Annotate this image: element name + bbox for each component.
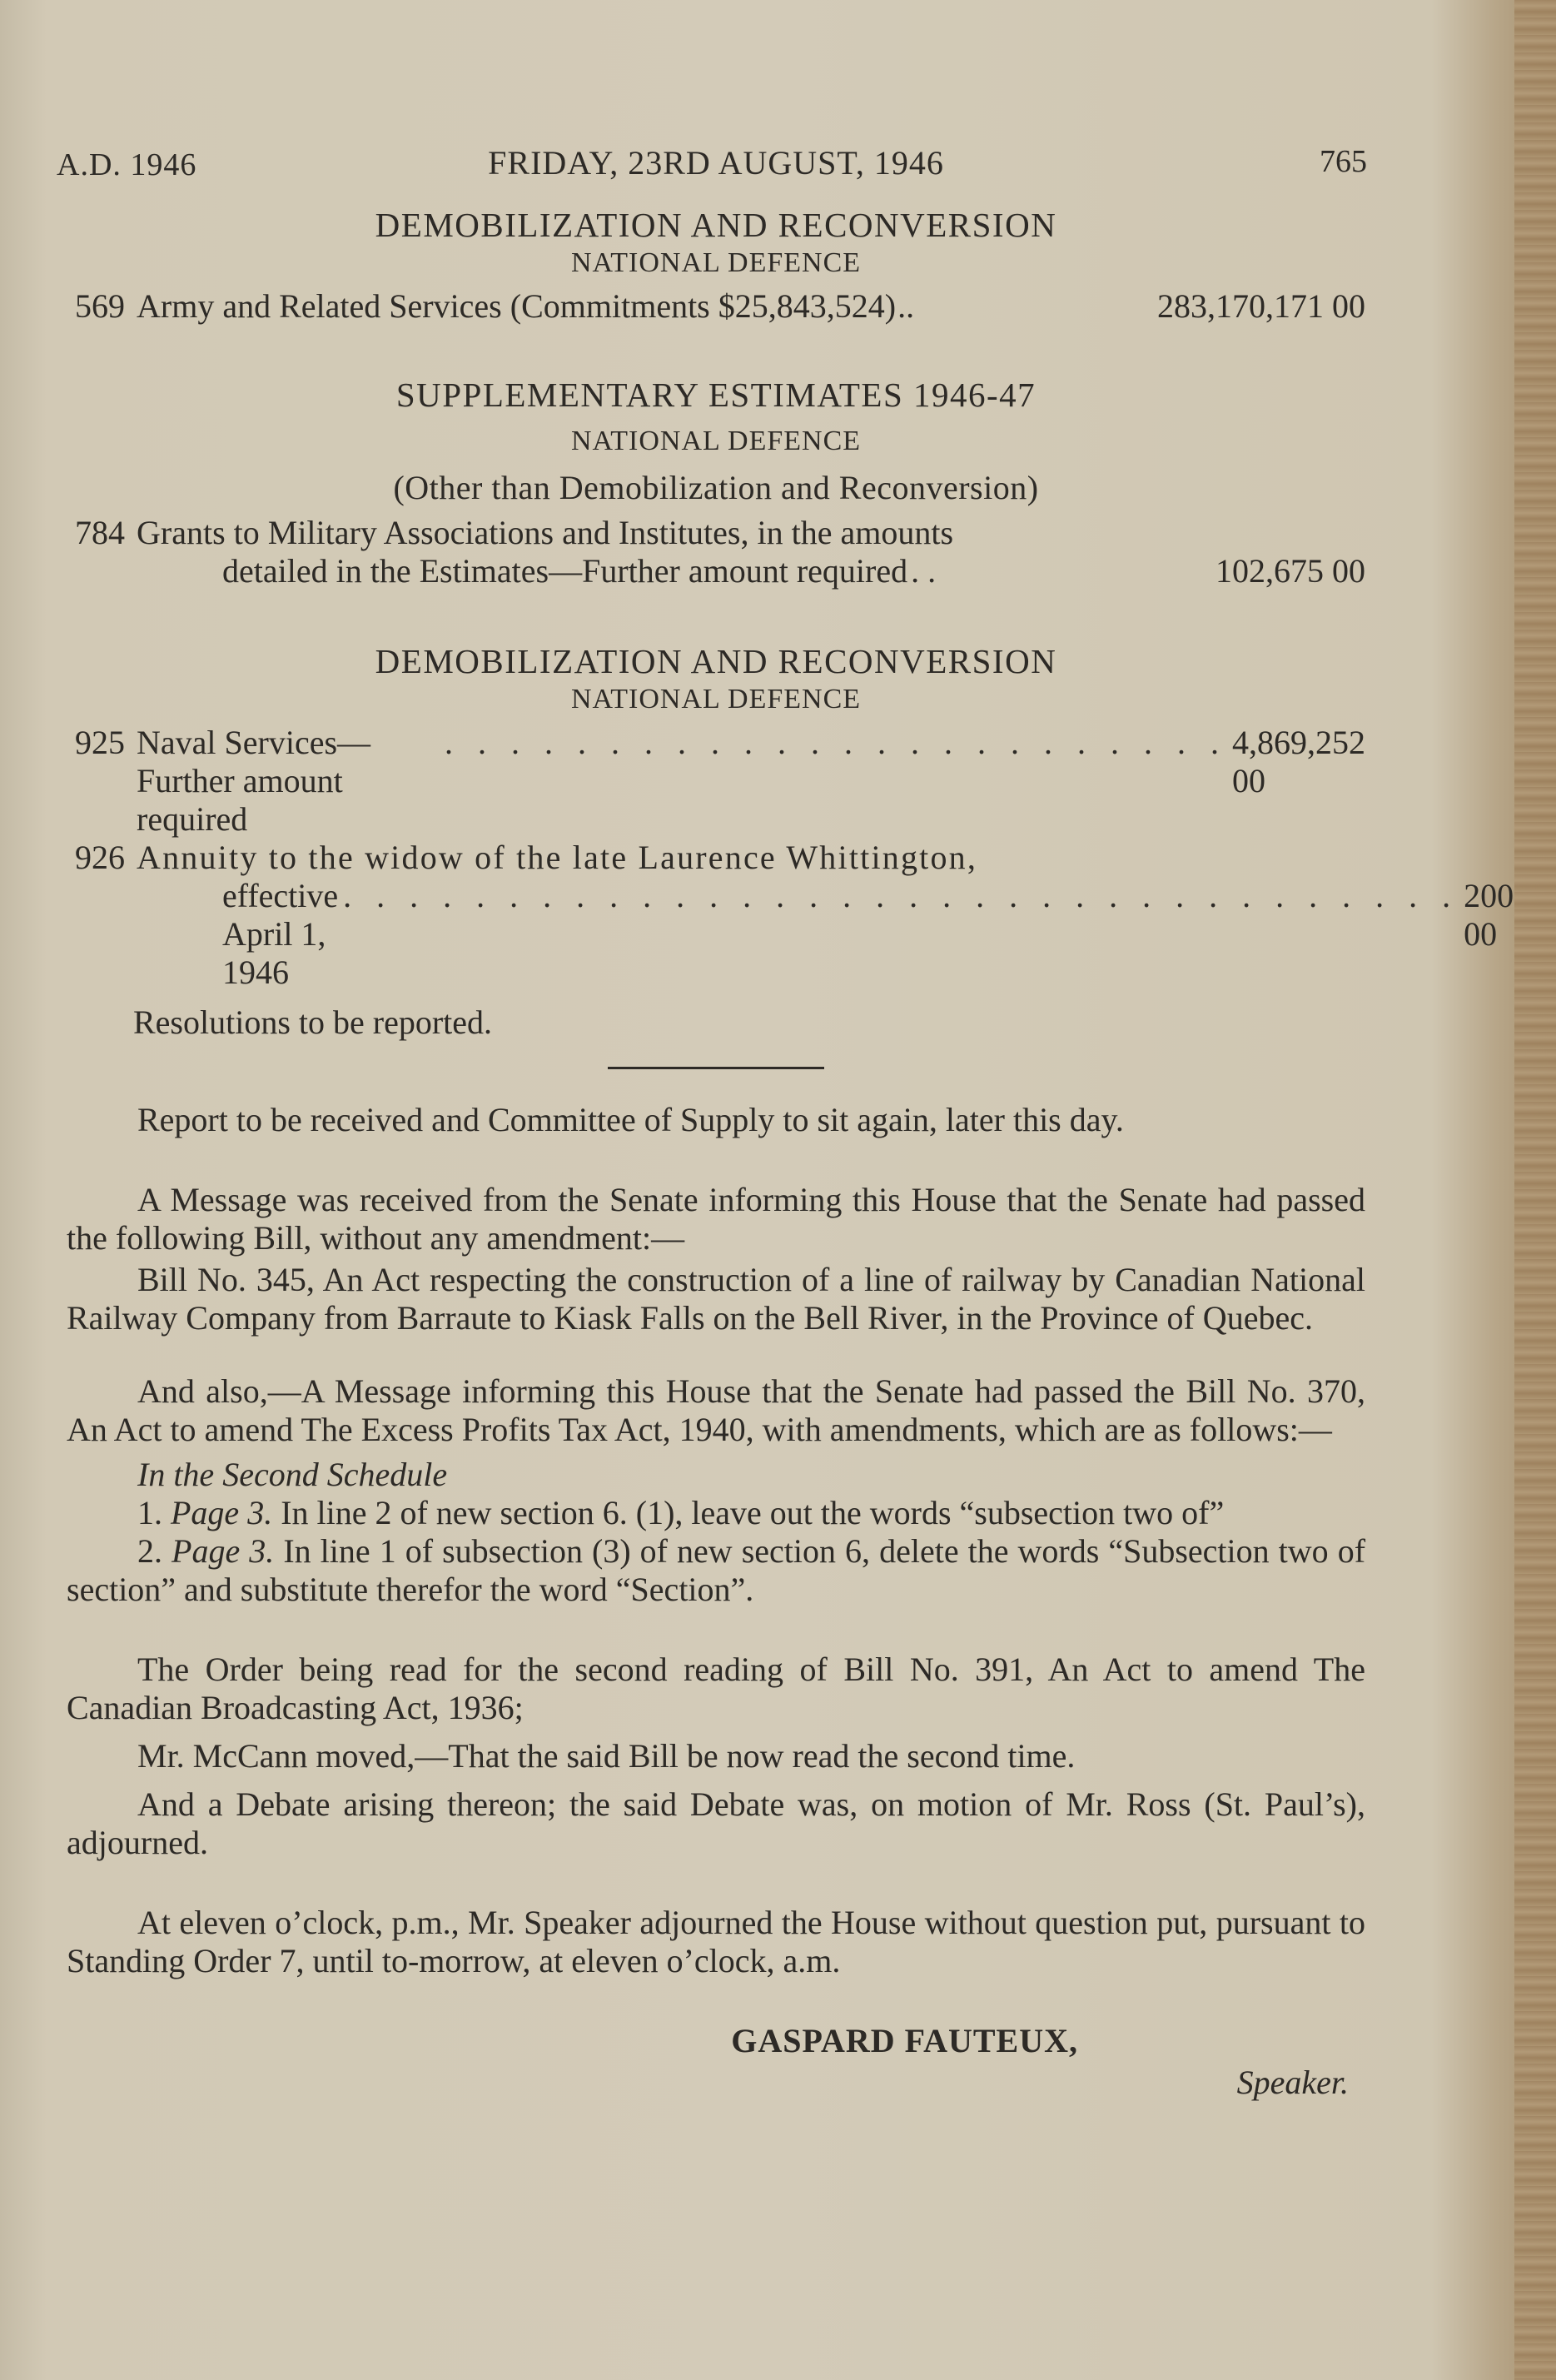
schedule-title: In the Second Schedule [137,1456,448,1493]
leader-dots: . . . . . . . . . . . . . . . . . . . . . . . . . . . . . . . . . . [343,877,1459,914]
debate-paragraph: And a Debate arising thereon; the said Debate was, on motion of Mr. Ross (St. Paul’s), adjourned. [67,1785,1365,1861]
amendment-2 [67,1532,1365,1609]
item-amount: 4,869,252 00 [1232,724,1365,799]
item-text: Naval Services—Further amount required [137,724,371,838]
estimate-item-784 [67,514,1365,590]
page-content [57,137,1514,2102]
item-amount: 102,675 00 [1215,552,1365,590]
item-text-line1: Grants to Military Associations and Institutes, in the amounts [137,514,954,551]
section-subheading: NATIONAL DEFENCE [570,426,862,456]
estimate-item-926 [67,839,1514,992]
signature-title: Speaker. [1236,2064,1349,2101]
resolutions-text: Resolutions to be reported. [133,1003,493,1041]
amendment-text: In line 2 of new section 6. (1), leave out the words “subsection two of” [281,1494,1225,1531]
page-number: 765 [1320,144,1367,179]
item-number: 925 [75,724,125,761]
section-heading: SUPPLEMENTARY ESTIMATES 1946-47 [395,376,1037,414]
item-number: 569 [75,287,125,325]
item-amount: 200 00 [1464,877,1514,953]
section-subheading: NATIONAL DEFENCE [570,247,862,278]
senate-message-2-paragraph: And also,—A Message informing this House that the Senate had passed the Bill No. 370, An Act to amend The Excess Profits Tax Act, 1940, with amendments, which are as follows:— [67,1372,1365,1448]
item-text-line1: Annuity to the widow of the late Laurence Whittington, [137,839,978,876]
leader-dots: . . . . . . . . . . . . . . . . . . . . . . . . [445,724,1227,761]
estimate-item-569 [67,287,1365,326]
amendment-page: Page 3. [171,1494,273,1531]
amendment-number: 1. [137,1494,162,1531]
signature-name: GASPARD FAUTEUX, [731,2022,1078,2059]
bill-345-paragraph: Bill No. 345, An Act respecting the construction of a line of railway by Canadian National Railway Company from Barraute to Kiask Falls on the Bell River, in the Province of Quebec. [67,1261,1365,1337]
divider-rule [608,1067,824,1069]
item-text-line2: detailed in the Estimates—Further amount required [222,552,908,590]
running-head [57,137,1367,187]
amendment-text: In line 1 of subsection (3) of new section 6, delete the words “Subsection two of section” and substitute therefor the word “Section”. [67,1532,1366,1608]
amendment-1 [67,1494,1365,1532]
item-text: Army and Related Services (Commitments $25,843,524) [137,287,897,325]
header-date: FRIDAY, 23RD AUGUST, 1946 [488,144,944,182]
moved-paragraph: Mr. McCann moved,—That the said Bill be now read the second time. [137,1737,1076,1775]
order-paragraph: The Order being read for the second reading of Bill No. 391, An Act to amend The Canadian Broadcasting Act, 1936; [67,1651,1365,1726]
header-year: A.D. 1946 [57,147,197,182]
senate-message-paragraph: A Message was received from the Senate informing this House that the Senate had passed the following Bill, without any amendment:— [67,1181,1365,1257]
item-amount: 283,170,171 00 [1157,287,1365,325]
section-heading: DEMOBILIZATION AND RECONVERSION [375,642,1057,680]
adjournment-paragraph: At eleven o’clock, p.m., Mr. Speaker adjourned the House without question put, pursuant to Standing Order 7, until to-morrow, at eleven o’clock, a.m. [67,1904,1365,1979]
item-number: 784 [75,514,125,551]
section-heading: DEMOBILIZATION AND RECONVERSION [375,206,1057,244]
report-paragraph: Report to be received and Committee of Supply to sit again, later this day. [137,1101,1124,1138]
section-subheading-2: (Other than Demobilization and Reconversion) [393,469,1039,506]
amendment-number: 2. [137,1532,162,1570]
leader-dots: . . [911,552,937,590]
item-text-line2: effective April 1, 1946 [222,877,339,991]
section-subheading: NATIONAL DEFENCE [570,684,862,714]
amendment-page: Page 3. [172,1532,275,1570]
estimate-item-925 [67,724,1365,839]
leader-dots: .. [897,287,915,325]
item-number: 926 [75,839,125,876]
page-edge [1514,0,1556,2380]
